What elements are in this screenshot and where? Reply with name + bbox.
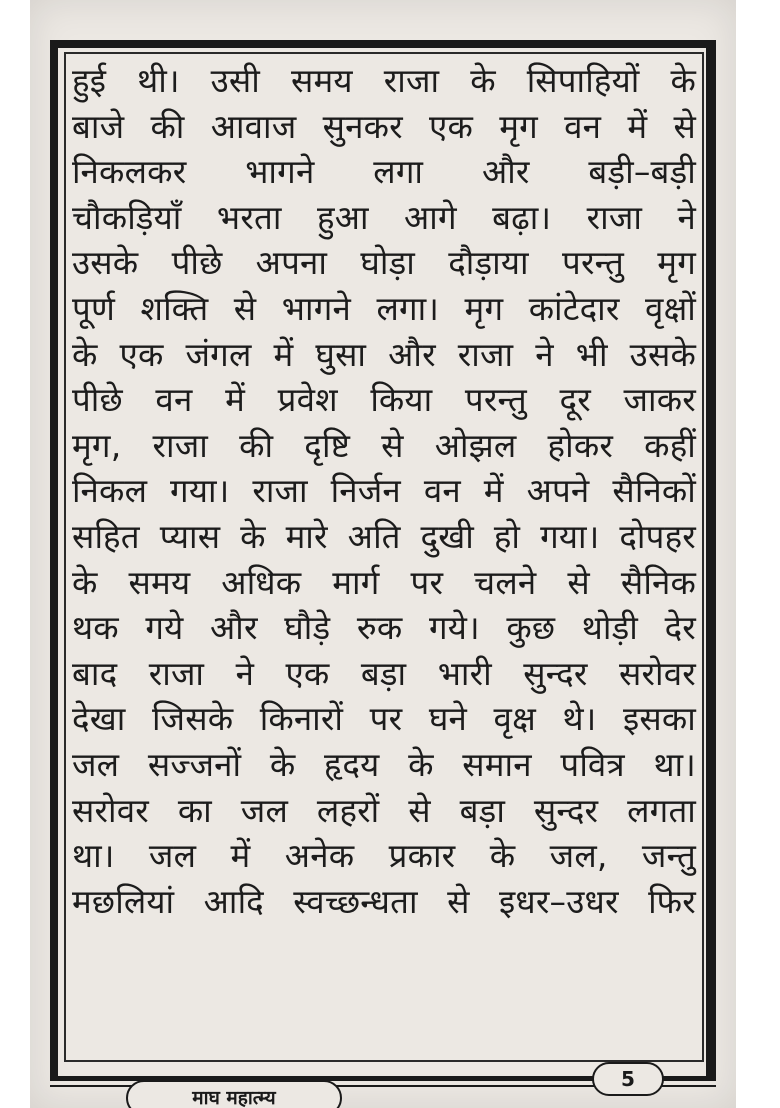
text-line-1: हुई थी। उसी समय राजा के सिपाहियों के bbox=[72, 61, 696, 100]
text-line-3: निकलकर भागने लगा और बड़ी–बड़ी bbox=[72, 152, 696, 192]
text-line-9: मृग, राजा की दृष्टि से ओझल होकर कहीं bbox=[72, 425, 696, 465]
text-line-5: उसके पीछे अपना घोड़ा दौड़ाया परन्तु मृग bbox=[72, 243, 696, 283]
text-line-10: निकल गया। राजा निर्जन वन में अपने सैनिकों bbox=[72, 471, 696, 511]
body-text bbox=[72, 58, 696, 924]
text-line-7: के एक जंगल में घुसा और राजा ने भी उसके bbox=[72, 334, 696, 374]
text-line-2: बाजे की आवाज सुनकर एक मृग वन में से bbox=[72, 106, 696, 146]
text-line-19: मछलियां आदि स्वच्छन्धता से इधर–उधर फिर bbox=[72, 881, 696, 921]
text-line-17: सरोवर का जल लहरों से बड़ा सुन्दर लगता bbox=[72, 790, 696, 830]
text-line-13: थक गये और घौड़े रुक गये। कुछ थोड़ी देर bbox=[72, 608, 696, 648]
text-line-15: देखा जिसके किनारों पर घने वृक्ष थे। इसका bbox=[72, 699, 696, 739]
page-number: 5 bbox=[592, 1062, 664, 1096]
text-line-11: सहित प्यास के मारे अति दुखी हो गया। दोपहर bbox=[72, 516, 696, 556]
book-title-label: माघ महात्म्य bbox=[126, 1080, 342, 1108]
text-line-12: के समय अधिक मार्ग पर चलने से सैनिक bbox=[72, 562, 696, 602]
text-line-14: बाद राजा ने एक बड़ा भारी सुन्दर सरोवर bbox=[72, 653, 696, 693]
text-line-6: पूर्ण शक्ति से भागने लगा। मृग कांटेदार वृक्षों bbox=[72, 288, 696, 328]
text-line-16: जल सज्जनों के हृदय के समान पवित्र था। bbox=[72, 744, 696, 784]
text-line-4: चौकड़ियाँ भरता हुआ आगे बढ़ा। राजा ने bbox=[72, 197, 696, 237]
text-line-18: था। जल में अनेक प्रकार के जल, जन्तु bbox=[72, 836, 696, 876]
text-line-8: पीछे वन में प्रवेश किया परन्तु दूर जाकर bbox=[72, 380, 696, 420]
